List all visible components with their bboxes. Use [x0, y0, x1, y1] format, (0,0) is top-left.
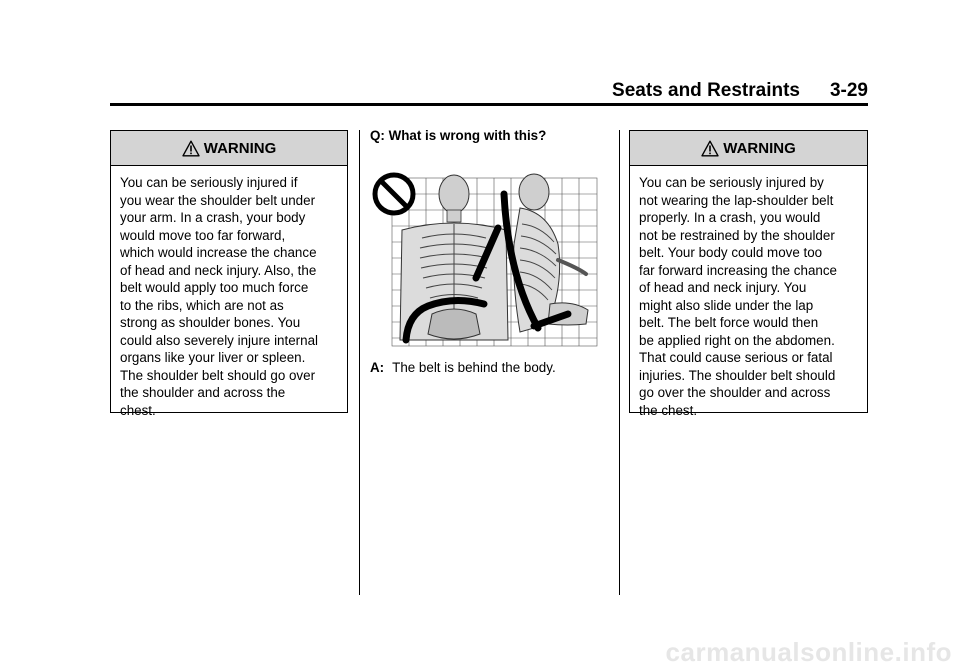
warning-heading: WARNING [723, 139, 796, 157]
warning-line: to the ribs, which are not as [120, 297, 284, 313]
warning-line: belt would apply too much force [120, 280, 309, 295]
warning-line: strong as shoulder bones. You [120, 315, 301, 330]
warning-triangle-icon [701, 140, 719, 157]
warning-line: You can be seriously injured if [120, 175, 298, 190]
answer-label: A: [370, 360, 385, 375]
warning-line: not be restrained by the shoulder [639, 227, 835, 243]
question-text: Q: What is wrong with this? [370, 128, 547, 143]
side-figure [504, 174, 588, 332]
column-divider-right [619, 130, 620, 595]
answer [370, 360, 556, 375]
warning-heading: WARNING [203, 139, 277, 157]
page-number: 3-29 [829, 80, 868, 101]
warning-line: the chest. [639, 402, 698, 418]
warning-line: be applied right on the abdomen. [639, 332, 835, 348]
section-title: Seats and Restraints [612, 80, 800, 101]
warning-header [630, 131, 867, 166]
header-rule [110, 103, 868, 106]
warning-line: would move too far forward, [120, 227, 286, 243]
warning-line: The shoulder belt should go over [120, 367, 316, 383]
warning-line: properly. In a crash, you would [639, 210, 821, 225]
warning-line: injuries. The shoulder belt should [639, 367, 836, 383]
warning-line: your arm. In a crash, your body [120, 210, 306, 225]
warning-text [630, 166, 867, 427]
warning-line: organs like your liver or spleen. [120, 350, 306, 365]
warning-box-right [629, 130, 868, 418]
page-header [110, 80, 868, 104]
front-figure [400, 175, 508, 340]
warning-header [111, 131, 347, 166]
warning-line: go over the shoulder and across [639, 385, 831, 400]
warning-line: That could cause serious or fatal [639, 350, 833, 365]
warning-line: of head and neck injury. You [639, 280, 807, 295]
warning-box-left [110, 130, 348, 418]
answer-text: The belt is behind the body. [392, 360, 556, 375]
warning-line: far forward increasing the chance [639, 262, 837, 278]
warning-line: might also slide under the lap [639, 297, 814, 313]
watermark: carmanualsonline.info [665, 637, 952, 667]
warning-text [111, 166, 347, 427]
warning-line: the shoulder and across the [120, 385, 286, 400]
warning-line: you wear the shoulder belt under [120, 192, 316, 208]
warning-line: chest. [120, 402, 156, 418]
column-divider-left [359, 130, 360, 595]
warning-line: of head and neck injury. Also, the [120, 262, 317, 278]
warning-line: belt. Your body could move too [639, 245, 823, 260]
warning-line: belt. The belt force would then [639, 315, 819, 330]
warning-triangle-icon [182, 140, 200, 157]
warning-line: could also severely injure internal [120, 332, 318, 348]
belt-illustration [372, 164, 598, 348]
warning-line: which would increase the chance [120, 245, 317, 260]
prohibited-icon [375, 175, 413, 213]
warning-line: You can be seriously injured by [639, 175, 824, 190]
warning-line: not wearing the lap-shoulder belt [639, 192, 834, 208]
